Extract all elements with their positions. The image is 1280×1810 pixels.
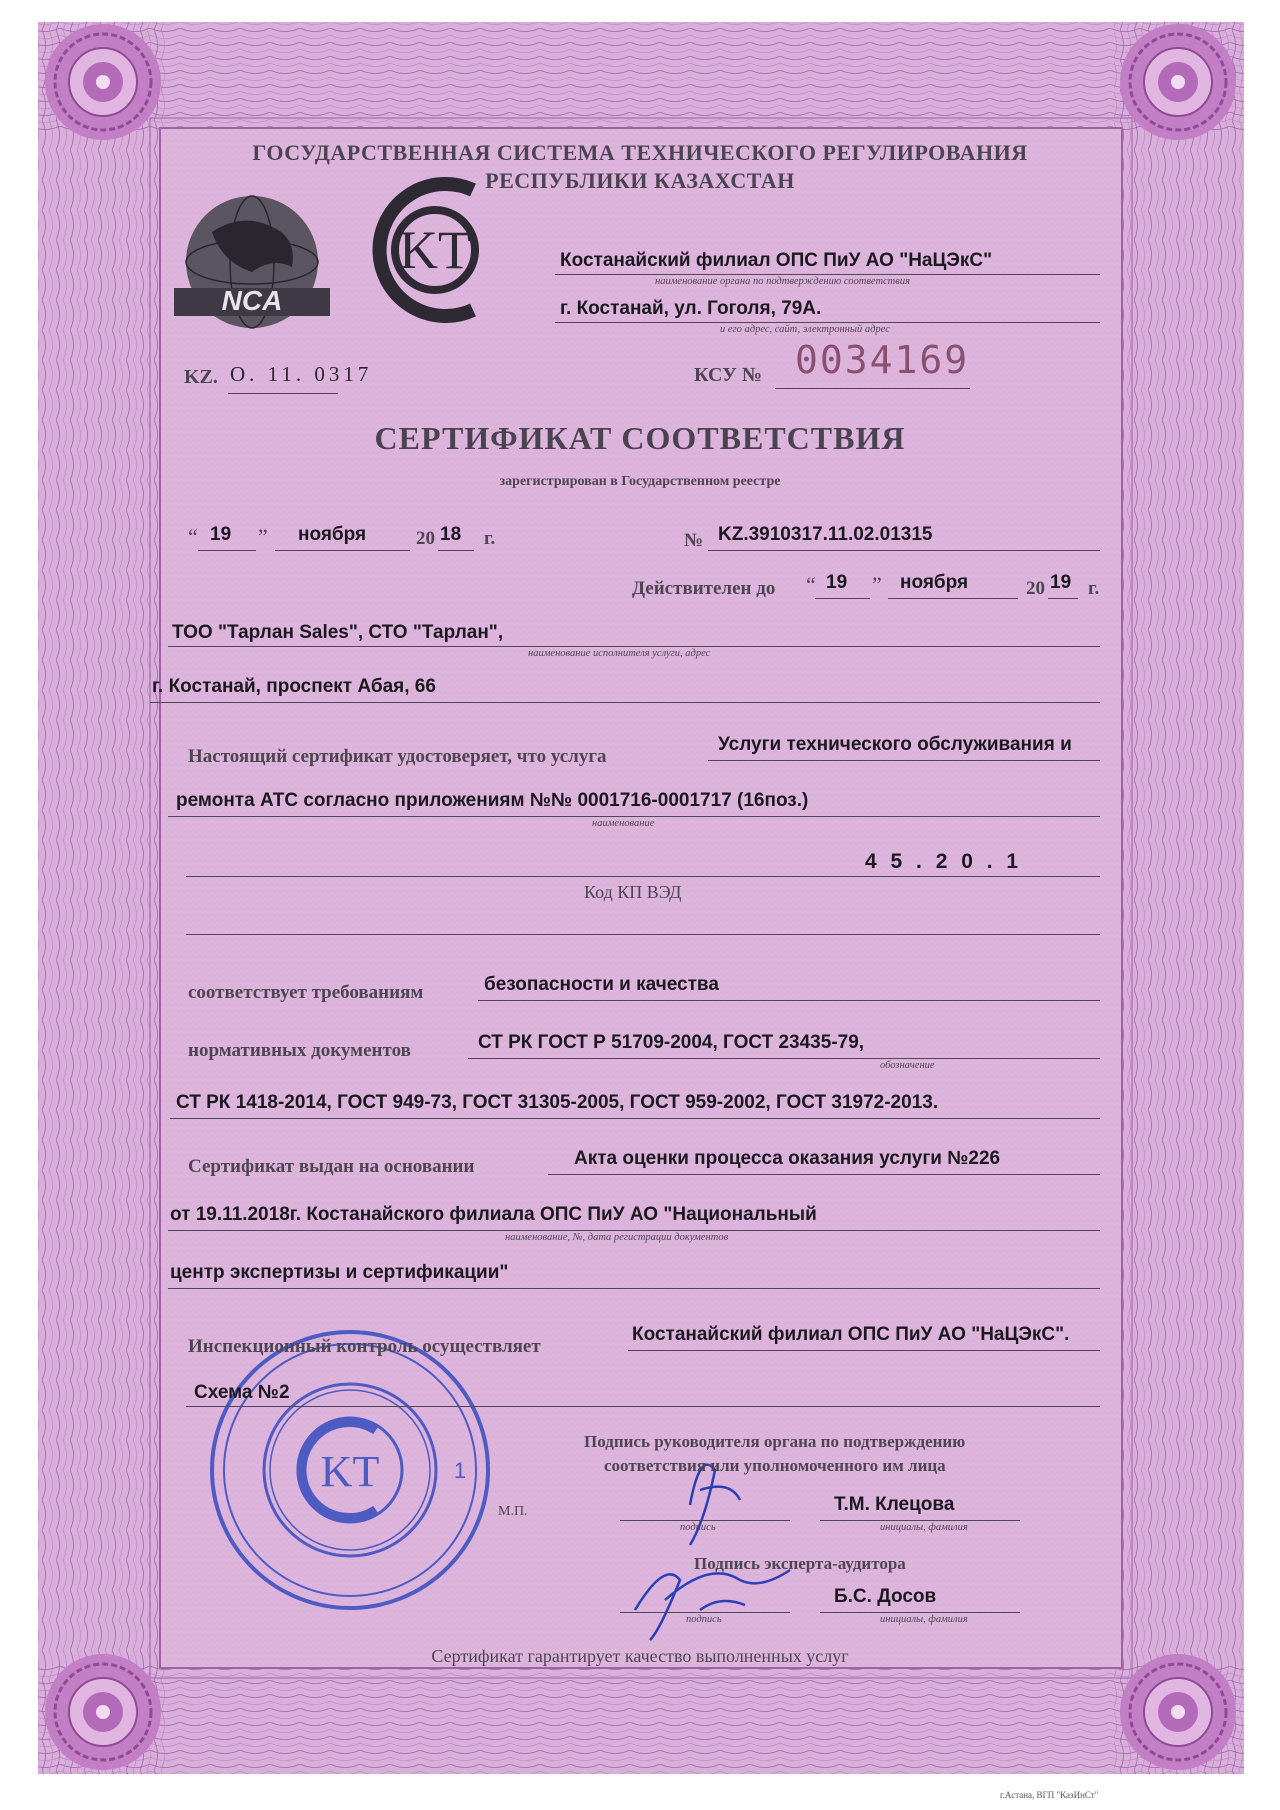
docs-line-1: СТ РК ГОСТ Р 51709-2004, ГОСТ 23435-79, [478, 1032, 865, 1053]
head-name-caption: инициалы, фамилия [880, 1522, 968, 1533]
body-org-address-caption: и его адрес, сайт, электронный адрес [720, 324, 890, 335]
nca-logo-text: NCA [221, 285, 283, 316]
basis-line-1: Акта оценки процесса оказания услуги №226 [574, 1148, 1001, 1169]
ksu-label: КСУ № [694, 364, 762, 386]
service-caption: наименование [592, 818, 655, 829]
head-sign-caption: подпись [680, 1522, 716, 1533]
executor-address: г. Костанай, проспект Абая, 66 [152, 676, 436, 697]
rosette-top-left [45, 24, 161, 140]
valid-until-label: Действителен до [632, 578, 776, 599]
basis-caption: наименование, №, дата регистрации документов [505, 1232, 729, 1243]
kt-logo-text: KT [399, 220, 471, 280]
docs-line-2: СТ РК 1418-2014, ГОСТ 949-73, ГОСТ 31305-2005, ГОСТ 959-2002, ГОСТ 31972-2013. [176, 1092, 939, 1113]
head-signature-label-1: Подпись руководителя органа по подтверждению [584, 1432, 966, 1451]
kp-ved-code: 4 5 . 2 0 . 1 [865, 850, 1023, 873]
executor-caption: наименование исполнителя услуги, адрес [528, 648, 711, 659]
inspection-label: Инспекционный контроль осуществляет [188, 1336, 541, 1357]
accreditation-underline [228, 393, 338, 394]
printer-note: г.Астана, ВГП "КазИнСт" [1000, 1790, 1099, 1800]
service-name-line-1: Услуги технического обслуживания и [718, 734, 1072, 755]
rosette-top-right [1120, 24, 1236, 140]
body-org-name: Костанайский филиал ОПС ПиУ АО "НаЦЭкС" [560, 250, 993, 271]
header-line-1: ГОСУДАРСТВЕННАЯ СИСТЕМА ТЕХНИЧЕСКОГО РЕГУЛИРОВАНИЯ [252, 140, 1028, 165]
docs-label: нормативных документов [188, 1040, 411, 1061]
stamp-number: 1 [453, 1458, 467, 1483]
guarantee-text: Сертификат гарантирует качество выполненных услуг [431, 1646, 849, 1666]
reg-month: ноября [298, 524, 367, 545]
head-name: Т.М. Клецова [834, 1494, 955, 1515]
ksu-number: 0034169 [795, 338, 970, 382]
basis-line-2: от 19.11.2018г. Костанайского филиала ОПС ПиУ АО "Национальный [170, 1204, 817, 1225]
registration-number: KZ.3910317.11.02.01315 [718, 524, 933, 545]
valid-month: ноября [900, 572, 969, 593]
svg-text:KT: KT [320, 1447, 380, 1496]
body-org-address: г. Костанай, ул. Гоголя, 79А. [560, 298, 822, 319]
reg-year: 18 [440, 524, 462, 545]
rosette-bottom-right [1120, 1654, 1236, 1770]
expert-name-caption: инициалы, фамилия [880, 1614, 968, 1625]
expert-name: Б.С. Досов [834, 1586, 937, 1607]
body-org-caption: наименование органа по подтверждению соответствия [655, 276, 910, 287]
basis-line-3: центр экспертизы и сертификации" [170, 1262, 509, 1283]
basis-label: Сертификат выдан на основании [188, 1156, 475, 1177]
certificate-subtitle: зарегистрирован в Государственном реестре [499, 474, 781, 489]
expert-signature-label: Подпись эксперта-аудитора [694, 1554, 906, 1573]
inspection-value: Костанайский филиал ОПС ПиУ АО "НаЦЭкС". [632, 1324, 1070, 1345]
accreditation-number: O. 11. 0317 [230, 362, 373, 386]
rosette-bottom-left [45, 1654, 161, 1770]
inspection-scheme: Схема №2 [194, 1382, 290, 1403]
accreditation-prefix: KZ. [184, 366, 218, 388]
service-intro: Настоящий сертификат удостоверяет, что услуга [188, 746, 607, 767]
reg-day: 19 [210, 524, 232, 545]
executor-name: ТОО "Тарлан Sales", СТО "Тарлан", [172, 622, 504, 643]
requirements-value: безопасности и качества [484, 974, 719, 995]
expert-sign-caption: подпись [686, 1614, 722, 1625]
docs-caption: обозначение [880, 1060, 935, 1071]
valid-year: 19 [1050, 572, 1072, 593]
header-line-2: РЕСПУБЛИКИ КАЗАХСТАН [485, 168, 795, 193]
certificate-title: СЕРТИФИКАТ СООТВЕТСТВИЯ [374, 420, 906, 456]
requirements-label: соответствует требованиям [188, 982, 424, 1003]
seal-place-mark: М.П. [498, 1504, 528, 1519]
head-signature-label-2: соответствия или уполномоченного им лица [604, 1456, 946, 1475]
service-name-line-2: ремонта АТС согласно приложениям №№ 0001716-0001717 (16поз.) [176, 790, 809, 811]
kp-ved-label: Код КП ВЭД [584, 882, 682, 902]
valid-day: 19 [826, 572, 848, 593]
